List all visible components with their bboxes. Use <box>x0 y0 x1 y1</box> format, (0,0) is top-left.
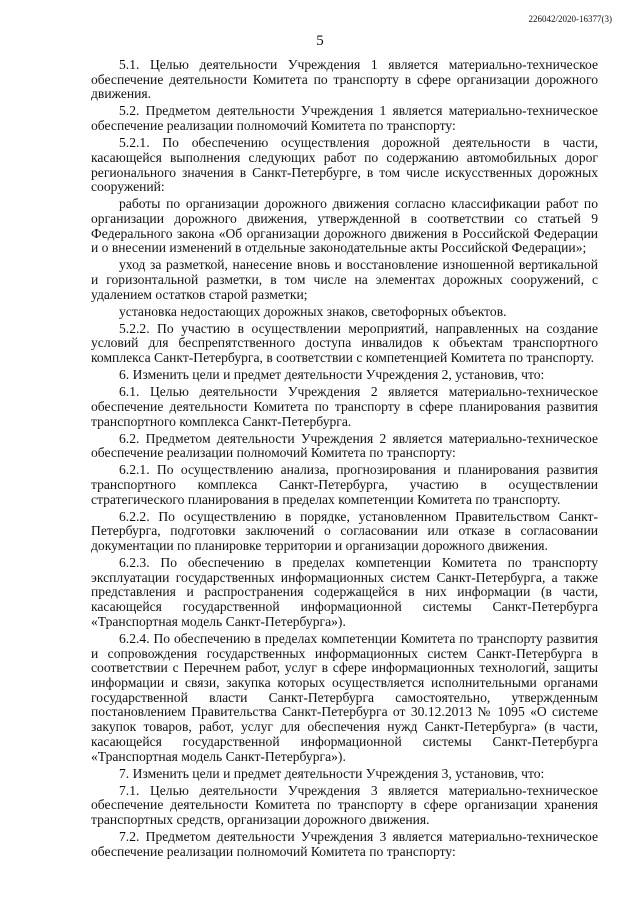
paragraph: работы по организации дорожного движения согласно классификации работ по организации дорожного движения, утвержденной в соответствии со статьей 9 Федерального закона «Об организации дорожного движения в Российской Федерации и о внесении изменений в отдельные законодательные акты Российской Федерации»; <box>91 196 598 256</box>
page-number: 5 <box>316 33 324 49</box>
paragraph: 6.2.1. По осуществлению анализа, прогнозирования и планирования развития транспортного комплекса Санкт-Петербурга, участию в осуществлении стратегического планирования в пределах компетенции Комитета по транспорту. <box>91 462 598 507</box>
paragraph: 5.2. Предметом деятельности Учреждения 1 является материально-техническое обеспечение реализации полномочий Комитета по транспорту: <box>91 103 598 134</box>
paragraph: 7. Изменить цели и предмет деятельности Учреждения 3, установив, что: <box>119 765 545 781</box>
paragraph: 6.1. Целью деятельности Учреждения 2 является материально-техническое обеспечение деятельности Комитета по транспорту в сфере планирования развития транспортного комплекса Санкт-Петербурга. <box>91 384 598 429</box>
paragraph: 7.2. Предметом деятельности Учреждения 3 является материально-техническое обеспечение реализации полномочий Комитета по транспорту: <box>91 828 598 859</box>
document-id: 226042/2020-16377(3) <box>528 14 612 24</box>
paragraph: установка недостающих дорожных знаков, светофорных объектов. <box>119 303 507 319</box>
paragraph: 6.2.4. По обеспечению в пределах компетенции Комитета по транспорту развития и сопровождения государственных информационных систем Санкт-Петербурга в соответствии с Перечнем работ, услуг в сфере информационных технологий, защиты информации и связи, закупка которых осуществляется исполнительными органами государственной власти Санкт-Петербурга самостоятельно, утвержденным постановлением Правительства Санкт-Петербурга от 30.12.2013 № 1095 «О системе закупок товаров, работ, услуг для обеспечения нужд Санкт-Петербурга» (в части, касающейся государственной информационной системы Санкт-Петербурга «Транспортная модель Санкт-Петербурга»). <box>91 630 598 764</box>
paragraph: 5.2.2. По участию в осуществлении мероприятий, направленных на создание условий для беспрепятственного доступа инвалидов к объектам транспортного комплекса Санкт-Петербурга, в соответствии с компетенцией Комитета по транспорту. <box>91 320 598 366</box>
paragraph: 7.1. Целью деятельности Учреждения 3 является материально-техническое обеспечение деятельности Комитета по транспорту в сфере организации хранения транспортных средств, организации дорожного движения. <box>91 782 598 827</box>
paragraph: 6. Изменить цели и предмет деятельности Учреждения 2, установив, что: <box>119 367 545 383</box>
paragraph: уход за разметкой, нанесение вновь и восстановление изношенной вертикальной и горизонтальной разметки, в том числе на элементах дорожных сооружений, с удалением остатков старой разметки; <box>91 257 598 302</box>
paragraph: 6.2. Предметом деятельности Учреждения 2 является материально-техническое обеспечение реализации полномочий Комитета по транспорту: <box>91 430 598 461</box>
paragraph: 5.1. Целью деятельности Учреждения 1 является материально-техническое обеспечение деятельности Комитета по транспорту в сфере организации дорожного движения. <box>91 57 598 102</box>
paragraph: 6.2.2. По осуществлению в порядке, установленном Правительством Санкт-Петербурга, подготовки заключений о согласовании или отказе в согласовании документации по планировке территории и организации дорожного движения. <box>91 508 598 554</box>
paragraph: 6.2.3. По обеспечению в пределах компетенции Комитета по транспорту эксплуатации государственных информационных систем Санкт-Петербурга, а также представления и распространения содержащейся в них информации (в части, касающейся государственной информационной системы Санкт-Петербурга «Транспортная модель Санкт-Петербурга»). <box>91 555 598 629</box>
paragraph: 5.2.1. По обеспечению осуществления дорожной деятельности в части, касающейся выполнения следующих работ по содержанию автомобильных дорог регионального значения в Санкт-Петербурге, в том числе искусственных дорожных сооружений: <box>91 135 598 195</box>
document-body <box>91 58 598 862</box>
